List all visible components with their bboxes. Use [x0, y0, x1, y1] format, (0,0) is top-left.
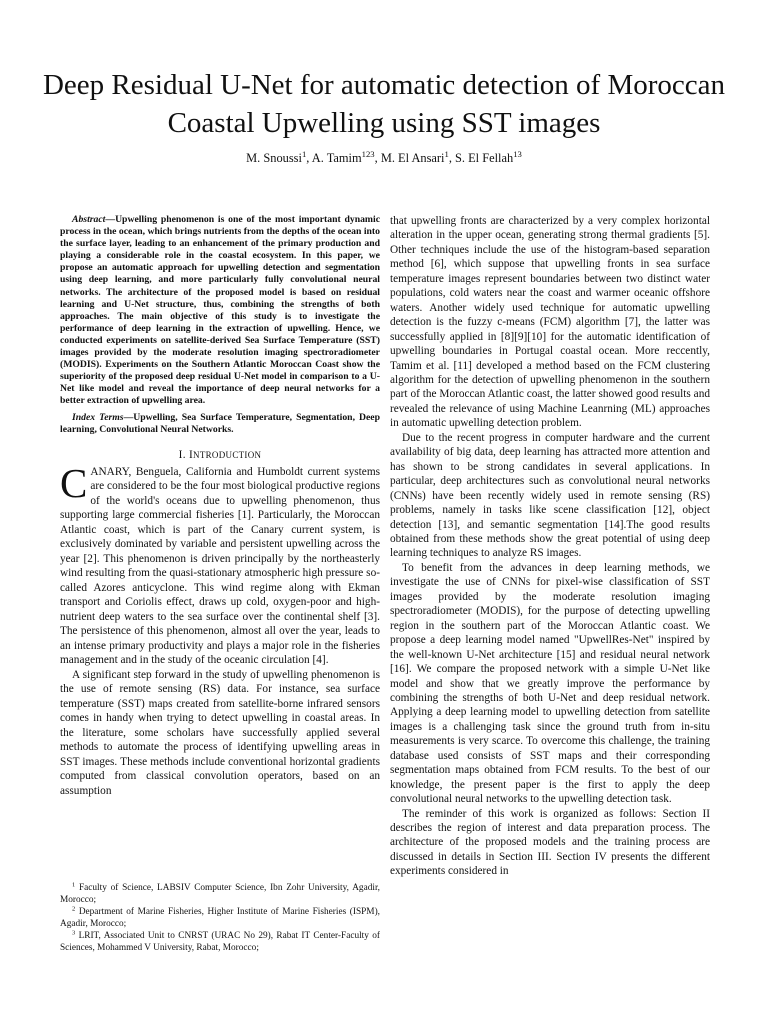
intro-paragraph-1: CANARY, Benguela, California and Humboldt current systems are considered to be the four most biological productive regions of the world's oceans due to upwelling phenomenon, thus supporting large commercial fisheries [1]. Particularly, the Moroccan Atlantic coast, which is part of the Canary current system, is exclusively dominated by variable and persistent upwelling across the year [2]. This phenomenon is driven principally by the northeasterly wind resulting from the quasi-stationary atmospheric high pressure so-called Azores anticyclone. This wind regime along with Ekman transport and Coriolis effect, draws up cold, oxygen-poor and high-nutrient deep waters to the sea surface over the continental shelf [3]. The persistence of this phenomenon, almost all over the year, leads to an intense primary productivity and plays a major role in the fisheries management and in the study of the oceanic circulation [4].: [60, 459, 380, 667]
body-paragraph: To benefit from the advances in deep learning methods, we investigate the use of CNNs for pixel-wise classification of SST images provided by the moderate resolution imaging spectroradiometer (MODIS), for the purpose of detecting upwelling region in the southern part of the Moroccan Atlantic coast. We propose a deep learning model named "UpwellRes-Net" inspired by the well-known U-Net architecture [15] and residual neural network [16]. We compare the proposed network with a simple U-Net like model and show that we greatly improve the performance by combining the strengths of both U-Net and deep residual network. Applying a deep learning model to upwelling detection from satellite images is a challenging task since the ground truth from in-situ measurements is very scarce. To overcome this challenge, the training database used consists of SST maps and their corresponding segmentation maps obtained from FCM results. To the best of our knowledge, the present paper is the first to apply the deep convolutional neural networks to the upwelling detection task.: [390, 561, 710, 806]
left-column: [60, 214, 380, 798]
abstract-text: —Upwelling phenomenon is one of the most important dynamic process in the ocean, which brings nutrients from the depths of the ocean into the surface layer, leading to an enhancement of the primary production and playing a considerable role in the coastal ecosystem. In this paper, we propose an automatic approach for upwelling detection and segmentation using deep learning, and more particularly fully convolutional neural networks. The architecture of the proposed model is based on residual learning and U-Net structure, thus, combining the strengths of both approaches. The main objective of this study is to investigate the performance of deep learning in the extraction of upwelling. Hence, we conducted experiments on satellite-derived Sea Surface Temperature (SST) images provided by the moderate resolution imaging spectroradiometer (MODIS). Experiments on the Southern Atlantic Moroccan Coast show the superiority of the proposed deep residual U-Net model in comparison to a U-Net like model and reveal the importance of deep neural networks for a better extraction of upwelling area.: [60, 214, 380, 407]
footnote: $^1$ Faculty of Science, LABSIV Computer Science, Ibn Zohr University, Agadir, Morocco;: [60, 881, 380, 905]
author: A. Tamim$^{123}$,: [311, 149, 381, 165]
index-terms: [60, 412, 380, 436]
drop-cap: C: [60, 459, 88, 506]
author: M. Snoussi$^1$,: [246, 149, 312, 165]
author: S. El Fellah$^{13}$: [455, 149, 522, 165]
body-paragraph: Due to the recent progress in computer hardware and the current availability of big data, deep learning has attracted more attention and has shown to be strong candidates in several applications. In particular, deep architectures such as convolutional neural networks (CNNs) have been recently widely used in remote sensing (RS) problems, namely in tasks like scene classification [12], object detection [13], and semantic segmentation [14].The good results obtained from these methods show the great potential of using deep learning techniques to analyze RS images.: [390, 431, 710, 560]
paper-title: Deep Residual U-Net for automatic detection of Moroccan Coastal Upwelling using SST images: [42, 69, 726, 139]
index-terms-label: Index Terms: [72, 411, 124, 423]
footnotes: [60, 883, 380, 956]
footnote: $^3$ LRIT, Associated Unit to CNRST (URAC No 29), Rabat IT Center-Faculty of Sciences, Mohammed V University, Rabat, Morocco;: [60, 929, 380, 953]
abstract: [60, 214, 380, 408]
index-terms-text: —Upwelling, Sea Surface Temperature, Segmentation, Deep learning, Convolutional Neural Networks.: [60, 411, 380, 435]
intro-paragraph-2: A significant step forward in the study of upwelling phenomenon is the use of remote sensing (RS) data. For instance, sea surface temperature (SST) maps created from satellite-borne infrared sensors comes in handy when trying to detect upwelling in coastal areas. In the literature, some scholars have successfully applied several methods to automate the process of identifying upwelling areas in SST images. These methods include conventional horizontal gradients computed from classical convolution operators, based on an assumption: [60, 668, 380, 797]
body-paragraph: The reminder of this work is organized as follows: Section II describes the region of interest and data preparation process. The architecture of the proposed models and the training process are discussed in details in Section III. Section IV presents the different experiments considered in: [390, 807, 710, 878]
right-column: [390, 214, 710, 879]
author: M. El Ansari$^1$,: [380, 149, 456, 165]
section-heading-introduction: I. INTRODUCTION: [178, 448, 262, 461]
body-paragraph: that upwelling fronts are characterized by a very complex horizontal alteration in the upper ocean, generating strong thermal gradients [5]. Other techniques include the use of the histogram-based separation method [6], which suppose that upwelling fronts in sea surface temperature images represent boundaries between two distinct water populations, cold waters near the coast and warmer oceanic offshore waters. Another widely used technique for automatic upwelling detection is the fuzzy c-means (FCM) algorithm [7], the latter was successfully applied in [8][9][10] for the automatic identification of upwelling boundaries in Portugal coastal ocean. More reccently, Tamim et al. [11] developed a method based on the FCM clustering algorithm for the detection of upwelling phenomenon in the southern part of the Moroccan Atlantic coast, the latter showed good results and revealed the relevance of using Machine Leanrning (ML) approaches in automatic upwelling detection problem.: [390, 215, 710, 430]
footnote: $^2$ Department of Marine Fisheries, Higher Institute of Marine Fisheries (ISPM), Agadir, Morocco;: [60, 905, 380, 929]
abstract-label: Abstract: [72, 214, 106, 225]
author-line: [40, 150, 728, 166]
